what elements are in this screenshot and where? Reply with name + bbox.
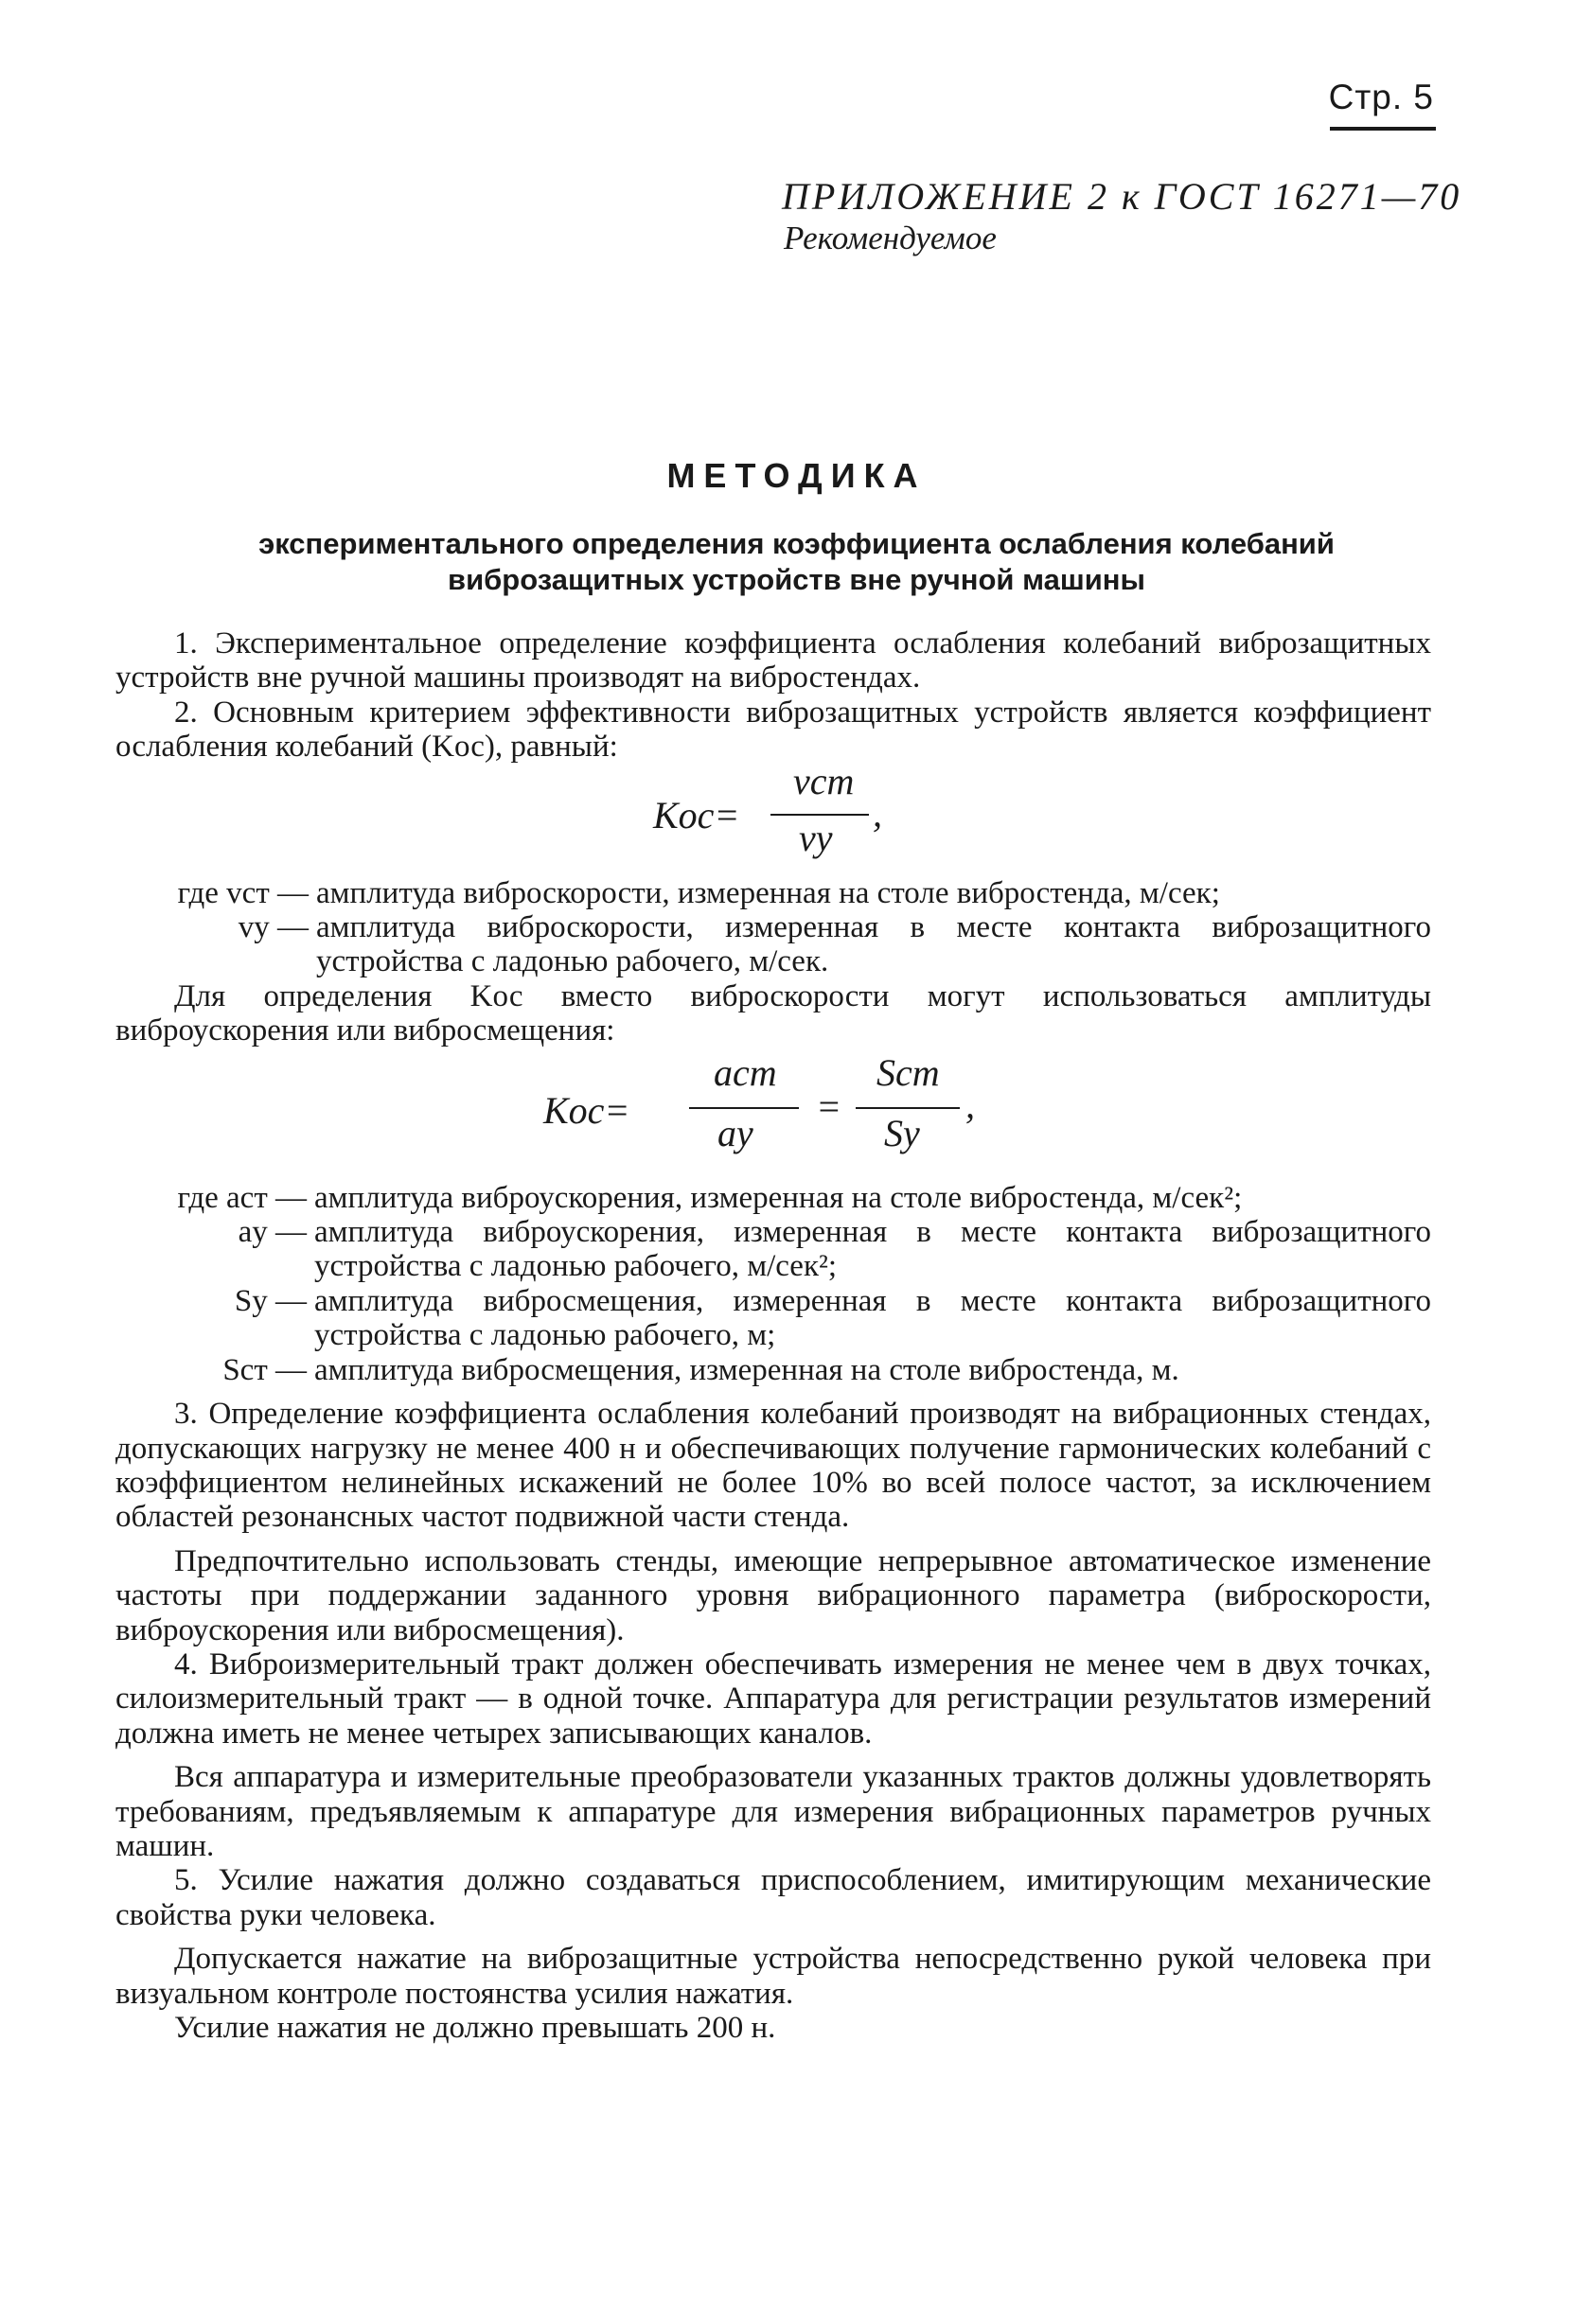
appendix-heading: ПРИЛОЖЕНИЕ 2 к ГОСТ 16271—70 (782, 175, 1462, 218)
document-title: МЕТОДИКА (666, 456, 927, 495)
definition-row (115, 1353, 1431, 1387)
formula-1-fraction-bar (770, 814, 869, 816)
document-subtitle (0, 526, 1593, 598)
formula-2-equals: = (816, 1084, 841, 1128)
formula-2-denominator-2: Sу (884, 1111, 920, 1154)
definition-text: амплитуда вибросмещения, измеренная в месте контакта виброзащитного устройства с ладонью рабочего, м; (314, 1283, 1431, 1353)
definition-row (115, 876, 1431, 910)
paragraph-4b: Вся аппаратура и измерительные преобразователи указанных трактов должны удовлетворять требованиям, предъявляемым к аппаратуре для измерения вибрационных параметров ручных машин. (115, 1760, 1431, 1863)
formula-2-fraction-bar-1 (689, 1107, 799, 1109)
paragraph-2: 2. Основным критерием эффективности виброзащитных устройств является коэффициент ослабления колебаний (Kос), равный: (115, 695, 1431, 765)
formula-1-numerator: vст (793, 759, 855, 802)
definition-symbol: где aст — (177, 1180, 307, 1215)
definition-text: амплитуда виброскорости, измеренная на столе вибростенда, м/сек; (316, 875, 1220, 910)
definition-text: амплитуда вибросмещения, измеренная на столе вибростенда, м. (314, 1352, 1179, 1387)
formula-2-numerator-2: Sст (876, 1050, 940, 1094)
paragraph-5b: Допускается нажатие на виброзащитные устройства непосредственно рукой человека при визуальном контроле постоянства усилия нажатия. (115, 1942, 1431, 2011)
definition-row (115, 1284, 1431, 1353)
page-number: Стр. 5 (1328, 78, 1434, 116)
subtitle-line-2: виброзащитных устройств вне ручной машины (448, 563, 1145, 596)
paragraph-definition-intro: Для определения Kос вместо виброскорости могут использоваться амплитуды виброускорения или вибросмещения: (115, 978, 1431, 1048)
definition-row (115, 1215, 1431, 1284)
document-body (115, 626, 1431, 2045)
recommendation-status: Рекомендуемое (784, 220, 997, 256)
definition-text: амплитуда виброускорения, измеренная в месте контакта виброзащитного устройства с ладонью рабочего, м/сек²; (314, 1215, 1431, 1284)
paragraph-4: 4. Виброизмерительный тракт должен обеспечивать измерения не менее чем в двух точках, силоизмерительный тракт — в одной точке. Аппаратура для регистрации результатов измерений должна иметь не менее четырех записывающих каналов. (115, 1646, 1431, 1751)
formula-2-comma: , (965, 1083, 975, 1126)
definition-symbol: Sу — (234, 1283, 307, 1318)
formula-1-comma: , (873, 791, 882, 835)
formula-1-denominator: vу (799, 816, 833, 859)
definitions-2 (115, 1181, 1431, 1387)
paragraph-3b: Предпочтительно использовать стенды, имеющие непрерывное автоматическое изменение частоты при поддержании заданного уровня вибрационного параметра (виброскорости, виброускорения или вибросмещения). (115, 1543, 1431, 1647)
definition-symbol: Sст — (222, 1352, 307, 1387)
formula-2-lhs: Kос= (543, 1088, 630, 1132)
definitions-1 (115, 876, 1431, 979)
page-number-rule (1330, 127, 1436, 131)
paragraph-1: 1. Экспериментальное определение коэффициента ослабления колебаний виброзащитных устройств вне ручной машины производят на вибростендах. (115, 626, 1431, 695)
subtitle-line-1: экспериментального определения коэффициента ослабления колебаний (258, 527, 1335, 560)
definition-symbol: где vст — (177, 875, 309, 910)
formula-k-velocity (115, 759, 1431, 876)
definition-row (115, 910, 1431, 979)
formula-2-denominator-1: aу (717, 1111, 753, 1154)
definition-text: амплитуда виброскорости, измеренная в месте контакта виброзащитного устройства с ладонью рабочего, м/сек. (316, 910, 1431, 979)
paragraph-5: 5. Усилие нажатия должно создаваться приспособлением, имитирующим механические свойства руки человека. (115, 1863, 1431, 1932)
definition-symbol: aу — (238, 1215, 307, 1250)
definition-row (115, 1181, 1431, 1215)
paragraph-5c: Усилие нажатия не должно превышать 200 н. (174, 2011, 776, 2045)
formula-2-fraction-bar-2 (856, 1107, 960, 1109)
formula-2-numerator-1: aст (714, 1050, 777, 1094)
definition-symbol: vу — (238, 910, 309, 945)
paragraph-3: 3. Определение коэффициента ослабления колебаний производят на вибрационных стендах, допускающих нагрузку не менее 400 н и обеспечивающих получение гармонических колебаний с коэффициентом нелинейных искажений не более 10% во всей полосе частот, за исключением областей резонансных частот подвижной части стенда. (115, 1397, 1431, 1535)
formula-1-lhs: Kос= (653, 793, 740, 836)
definition-text: амплитуда виброускорения, измеренная на столе вибростенда, м/сек²; (314, 1180, 1243, 1215)
formula-k-acceleration-displacement (115, 1048, 1431, 1181)
